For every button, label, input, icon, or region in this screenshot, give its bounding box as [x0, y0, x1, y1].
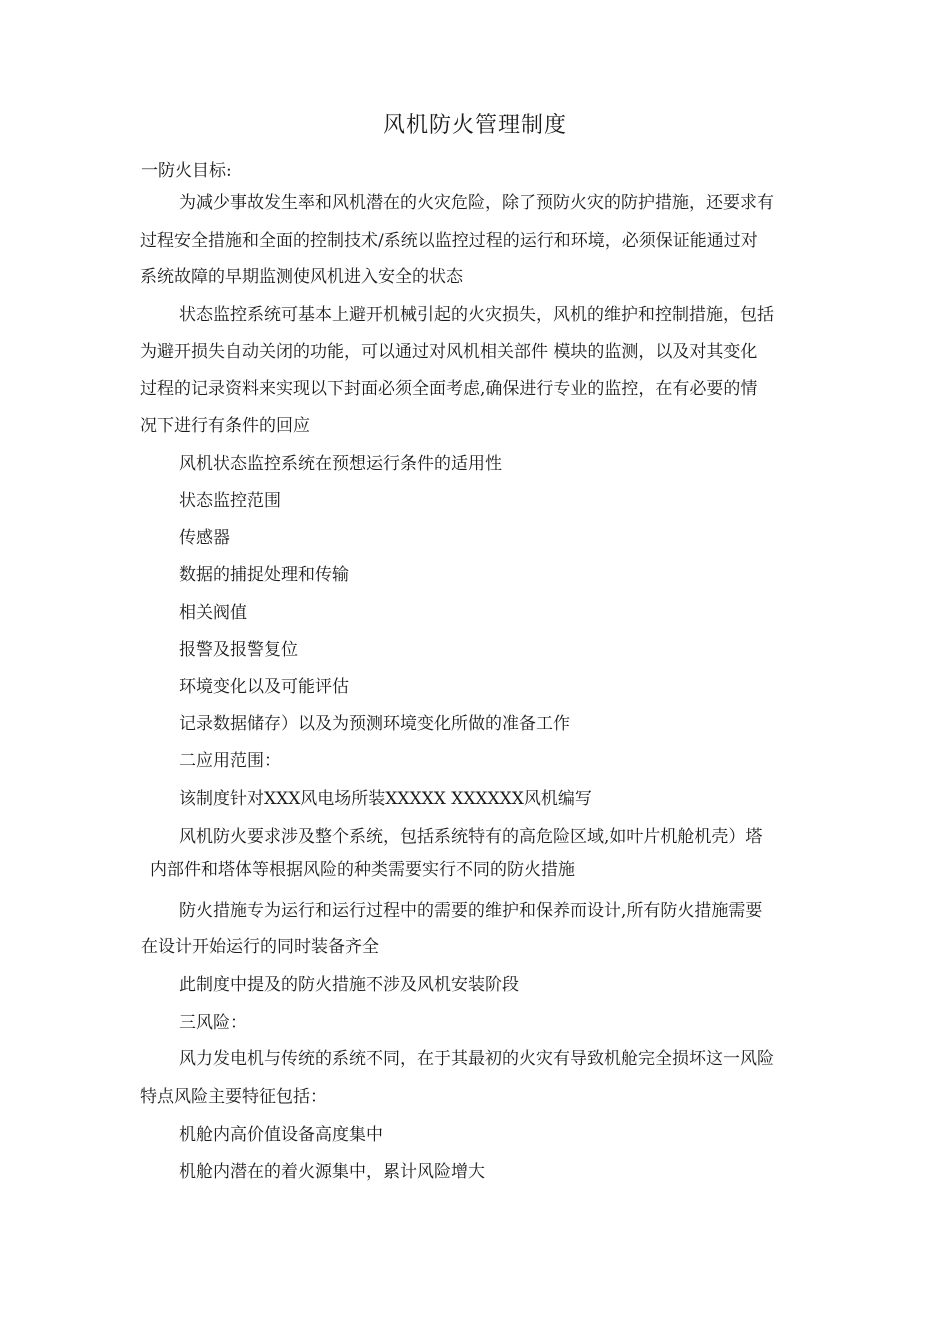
paragraph-line: 过程安全措施和全面的控制技术/系统以监控过程的运行和环境，必须保证能通过对	[140, 231, 758, 251]
list-item: 传感器	[179, 528, 230, 548]
list-item: 风机状态监控系统在预想运行条件的适用性	[179, 454, 502, 474]
paragraph-line: 系统故障的早期监测使风机进入安全的状态	[140, 267, 463, 287]
paragraph-line: 此制度中提及的防火措施不涉及风机安装阶段	[179, 975, 519, 995]
list-item: 状态监控范围	[179, 491, 281, 511]
list-item: 机舱内高价值设备高度集中	[179, 1125, 383, 1145]
list-item: 环境变化以及可能评估	[179, 677, 349, 697]
list-item: 报警及报警复位	[179, 640, 298, 660]
paragraph-line: 特点风险主要特征包括：	[140, 1087, 327, 1107]
document-title: 风机防火管理制度	[382, 113, 567, 138]
section-heading-fire-goal: 一防火目标:	[141, 161, 232, 181]
paragraph-line: 风力发电机与传统的系统不同，在于其最初的火灾有导致机舱完全损坏这一风险	[179, 1049, 774, 1069]
paragraph-line: 为避开损失自动关闭的功能，可以通过对风机相关部件 模块的监测，以及对其变化	[140, 342, 758, 362]
paragraph-line: 风机防火要求涉及整个系统，包括系统特有的高危险区域,如叶片机舱机壳）塔	[179, 827, 763, 847]
list-item: 记录数据储存）以及为预测环境变化所做的准备工作	[179, 714, 570, 734]
section-heading-risk: 三风险：	[179, 1013, 247, 1033]
paragraph-line: 况下进行有条件的回应	[140, 416, 310, 436]
section-heading-scope: 二应用范围：	[179, 751, 281, 771]
list-item: 相关阀值	[179, 603, 247, 623]
paragraph-line: 防火措施专为运行和运行过程中的需要的维护和保养而设计,所有防火措施需要	[179, 901, 763, 921]
list-item: 数据的捕捉处理和传输	[179, 565, 349, 585]
paragraph-line: 该制度针对XXX风电场所装XXXXX XXXXXX风机编写	[179, 789, 592, 809]
paragraph-line: 内部件和塔体等根据风险的种类需要实行不同的防火措施	[150, 860, 575, 880]
paragraph-line: 状态监控系统可基本上避开机械引起的火灾损失，风机的维护和控制措施，包括	[179, 305, 774, 325]
paragraph-line: 过程的记录资料来实现以下封面必须全面考虑,确保进行专业的监控，在有必要的情	[140, 379, 758, 399]
paragraph-line: 在设计开始运行的同时装备齐全	[141, 937, 379, 957]
paragraph-line: 为减少事故发生率和风机潜在的火灾危险，除了预防火灾的防护措施，还要求有	[179, 193, 774, 213]
list-item: 机舱内潜在的着火源集中，累计风险增大	[179, 1162, 485, 1182]
